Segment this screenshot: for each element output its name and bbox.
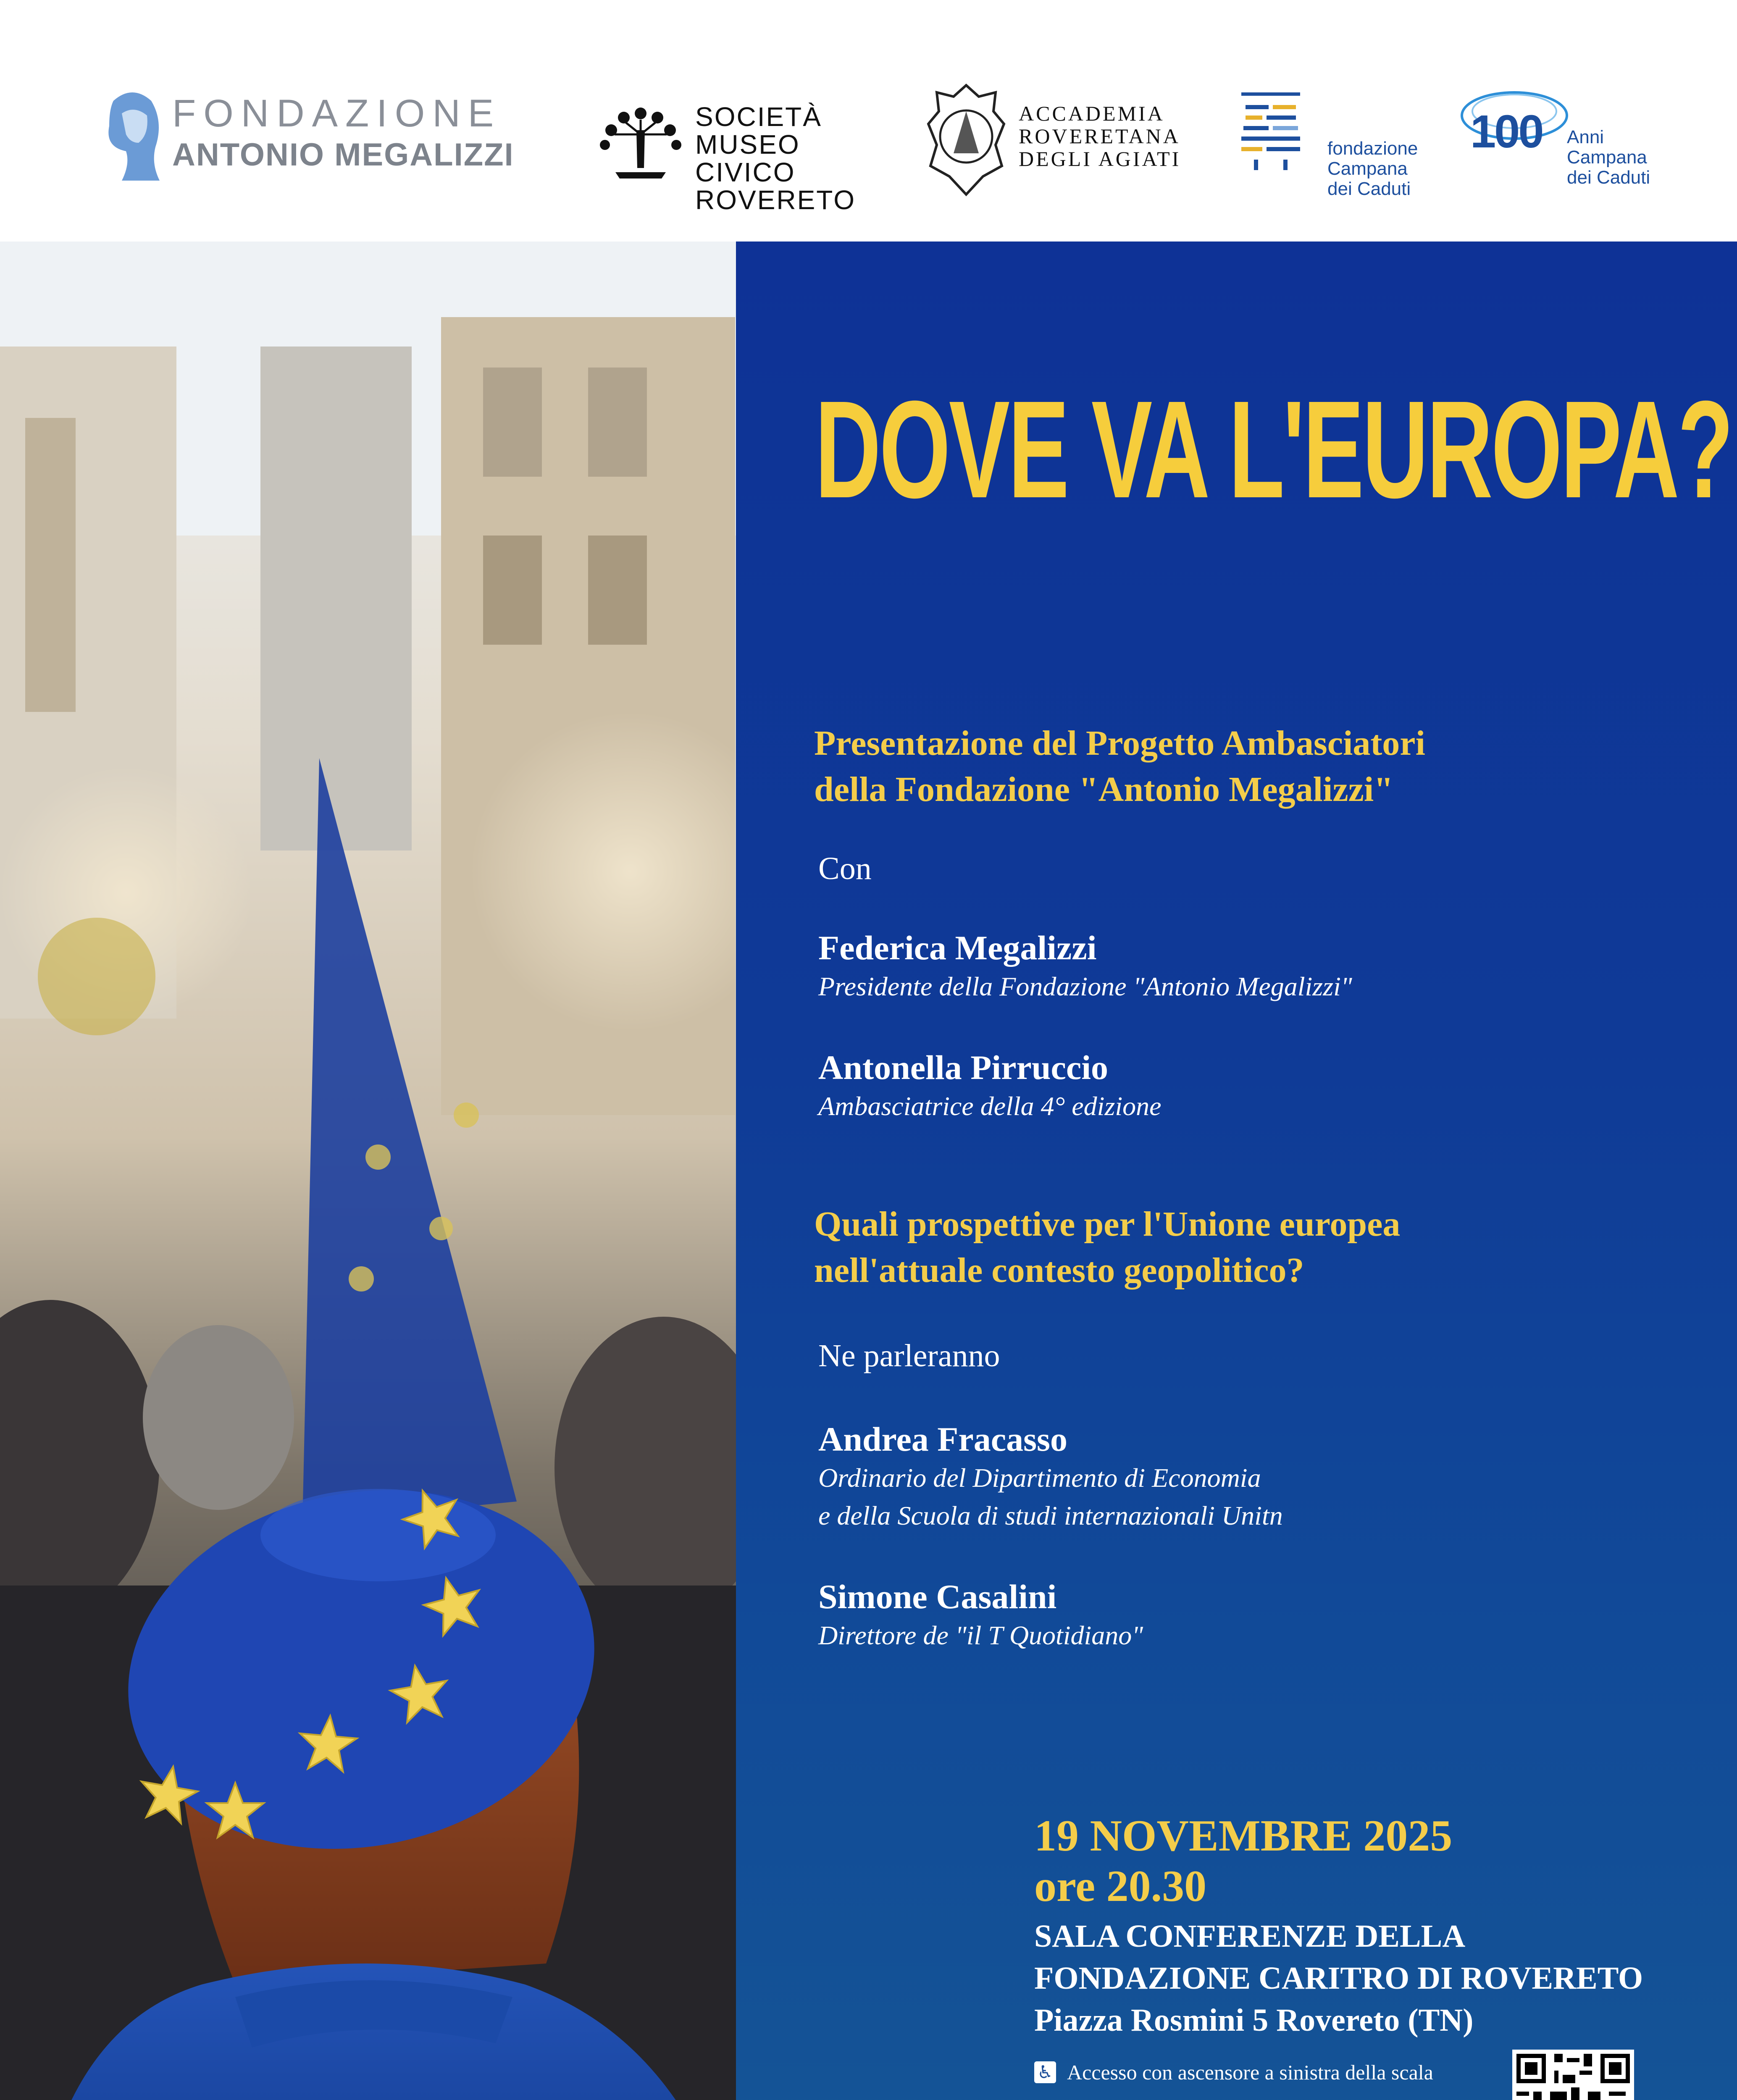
anni-lines <box>1567 127 1650 188</box>
megalizzi-logo <box>97 84 517 193</box>
subtitle-line-2: della Fondazione "Antonio Megalizzi" <box>814 770 1393 809</box>
accademia-crest-icon <box>924 82 1008 197</box>
campana-line-2: Campana <box>1327 158 1408 179</box>
guest-role: Ambasciatrice della 4° edizione <box>818 1091 1162 1121</box>
guest-role: Presidente della Fondazione "Antonio Megalizzi" <box>818 971 1352 1001</box>
qr-code[interactable] <box>1512 2050 1634 2100</box>
bell-stripes-icon <box>1237 88 1304 172</box>
event-subtitle <box>814 720 1425 813</box>
guest-1 <box>818 928 1352 1005</box>
anni-line-1: Anni <box>1567 127 1604 147</box>
cento-anni-logo <box>1458 82 1668 204</box>
speaker-name: Simone Casalini <box>818 1578 1057 1616</box>
museo-civico-logo <box>590 92 884 215</box>
accessibility-text: Accesso con ascensore a sinistra della scala <box>1067 2061 1433 2084</box>
speakers-label: Ne parleranno <box>818 1338 1000 1373</box>
event-time: ore 20.30 <box>1034 1861 1207 1911</box>
event-question <box>814 1201 1400 1294</box>
guest-name: Federica Megalizzi <box>818 929 1097 967</box>
speaker-1 <box>818 1420 1283 1535</box>
museo-civico-lines <box>695 103 884 214</box>
cento-number: 100 <box>1470 106 1543 158</box>
question-line-2: nell'attuale contesto geopolitico? <box>814 1251 1304 1290</box>
question-line-1: Quali prospettive per l'Unione europea <box>814 1205 1401 1244</box>
event-title: DOVE VA L'EUROPA? <box>815 372 1732 527</box>
guest-name: Antonella Pirruccio <box>818 1048 1109 1087</box>
peacock-icon <box>590 97 691 181</box>
accademia-line-1: ACCADEMIA <box>1019 102 1165 125</box>
anni-line-3: dei Caduti <box>1567 167 1650 188</box>
wheelchair-icon: ♿ <box>1034 2061 1056 2083</box>
qr-code-icon <box>1512 2050 1634 2100</box>
speaker-role-line-2: e della Scuola di studi internazionali Unitn <box>818 1501 1283 1530</box>
megalizzi-portrait-icon <box>97 84 168 185</box>
museo-line-3: ROVERETO <box>695 185 856 215</box>
megalizzi-line1: FONDAZIONE <box>172 92 502 135</box>
megalizzi-line2: ANTONIO MEGALIZZI <box>172 137 514 173</box>
speaker-name: Andrea Fracasso <box>818 1420 1067 1458</box>
museo-line-2: MUSEO CIVICO <box>695 129 800 187</box>
crowd-photo <box>0 242 736 2100</box>
with-label: Con <box>818 851 872 886</box>
speaker-role-line-1: Ordinario del Dipartimento di Economia <box>818 1463 1261 1493</box>
subtitle-line-1: Presentazione del Progetto Ambasciatori <box>814 724 1425 763</box>
venue-line-1: SALA CONFERENZE DELLA <box>1034 1919 1466 1954</box>
guest-2 <box>818 1048 1162 1125</box>
accademia-lines <box>1019 102 1181 170</box>
speaker-2 <box>818 1577 1143 1654</box>
accessibility-note <box>1034 2060 1433 2084</box>
anni-line-2: Campana <box>1567 147 1647 168</box>
campana-line-1: fondazione <box>1327 138 1418 159</box>
speaker-role: Direttore de "il T Quotidiano" <box>818 1620 1143 1650</box>
museo-line-1: SOCIETÀ <box>695 102 822 132</box>
venue-line-2: FONDAZIONE CARITRO DI ROVERETO <box>1034 1961 1643 1996</box>
campana-logo <box>1237 88 1426 202</box>
venue-address: Piazza Rosmini 5 Rovereto (TN) <box>1034 2003 1474 2038</box>
event-venue <box>1034 1915 1643 2041</box>
event-date: 19 NOVEMBRE 2025 <box>1034 1811 1453 1860</box>
campana-lines <box>1327 139 1418 199</box>
campana-line-3: dei Caduti <box>1327 178 1411 199</box>
accademia-line-3: DEGLI AGIATI <box>1019 147 1181 171</box>
accademia-logo <box>924 82 1185 200</box>
eu-beret-photo-illustration <box>0 242 736 2100</box>
header-logos <box>0 0 1737 242</box>
accademia-line-2: ROVERETANA <box>1019 124 1180 148</box>
